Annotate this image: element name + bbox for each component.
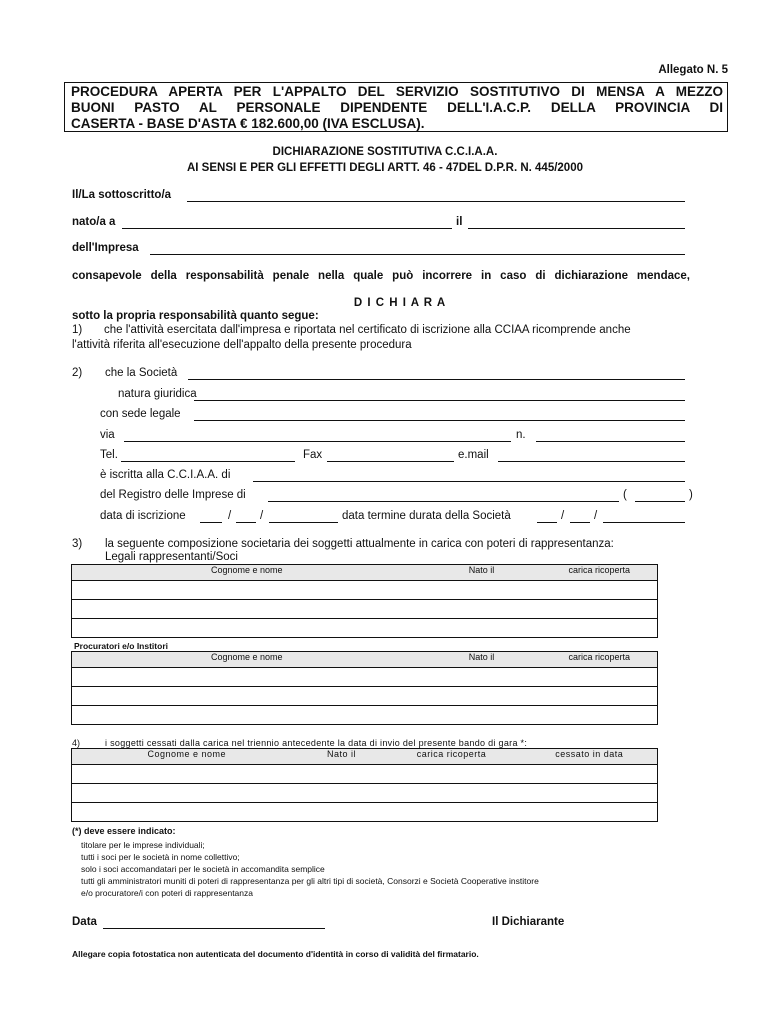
data-field[interactable] xyxy=(103,928,325,929)
tel-field[interactable] xyxy=(121,461,295,462)
title-box xyxy=(64,82,728,132)
email-field[interactable] xyxy=(498,461,685,462)
societa-label: che la Società xyxy=(105,367,178,379)
note-title: (*) deve essere indicato: xyxy=(72,826,176,836)
termine-month-field[interactable] xyxy=(570,522,590,523)
point3-line-1: la seguente composizione societaria dei soggetti attualmente in carica con poteri di rappresentanza: xyxy=(105,538,614,550)
header-cognome: Cognome e nome xyxy=(72,652,422,668)
table-header-row xyxy=(72,652,658,668)
termine-day-field[interactable] xyxy=(537,522,557,523)
note-item: tutti i soci per le società in nome collettivo; xyxy=(81,852,240,862)
note-item: titolare per le imprese individuali; xyxy=(81,840,205,850)
procuratori-label: Procuratori e/o Institori xyxy=(74,641,168,651)
point3-number: 3) xyxy=(72,538,83,550)
table-header-row xyxy=(72,749,658,765)
fax-label: Fax xyxy=(303,449,323,461)
title-line-3: CASERTA - BASE D'ASTA € 182.600,00 (IVA ESCLUSA). xyxy=(71,116,425,131)
heading-line-2: AI SENSI E PER GLI EFFETTI DEGLI ARTT. 46 - 47DEL D.P.R. N. 445/2000 xyxy=(186,162,583,174)
impresa-label: dell'Impresa xyxy=(72,242,139,254)
iscrizione-day-field[interactable] xyxy=(200,522,222,523)
header-cessato: cessato in data xyxy=(522,749,658,765)
header-carica: carica ricoperta xyxy=(542,652,658,668)
point4-number: 4) xyxy=(72,738,81,748)
table-row[interactable] xyxy=(72,668,658,687)
header-carica: carica ricoperta xyxy=(542,565,658,581)
note-item: e/o procuratore/i con poteri di rappresentanza xyxy=(81,888,253,898)
paren-close: ) xyxy=(689,489,693,501)
sede-label: con sede legale xyxy=(100,408,181,420)
numero-label: n. xyxy=(516,429,526,441)
nato-label: nato/a a xyxy=(72,216,116,228)
iscrizione-year-field[interactable] xyxy=(269,522,338,523)
header-cognome: Cognome e nome xyxy=(72,749,302,765)
sotto-text: sotto la propria responsabilità quanto segue: xyxy=(72,310,319,322)
table-row[interactable] xyxy=(72,619,658,638)
impresa-field[interactable] xyxy=(150,254,685,255)
societa-field[interactable] xyxy=(188,379,685,380)
data-label: Data xyxy=(72,916,97,928)
fax-field[interactable] xyxy=(327,461,454,462)
dichiarante-label: Il Dichiarante xyxy=(492,916,565,928)
nato-field[interactable] xyxy=(122,228,452,229)
data-iscrizione-label: data di iscrizione xyxy=(100,510,186,522)
header-nato: Nato il xyxy=(422,652,542,668)
table-row[interactable] xyxy=(72,581,658,600)
email-label: e.mail xyxy=(458,449,489,461)
natura-label: natura giuridica xyxy=(118,388,197,400)
table-row[interactable] xyxy=(72,765,658,784)
natura-field[interactable] xyxy=(194,400,685,401)
via-label: via xyxy=(100,429,115,441)
table-header-row xyxy=(72,565,658,581)
consapevole-text: consapevole della responsabilità penale nella quale può incorrere in caso di dichiarazione mendace, xyxy=(72,270,690,282)
point1-line-2: l'attività riferita all'esecuzione dell'appalto della presente procedura xyxy=(72,339,412,351)
point2-number: 2) xyxy=(72,367,83,379)
cessati-table xyxy=(71,748,658,822)
sede-field[interactable] xyxy=(194,420,685,421)
date-slash: / xyxy=(228,510,232,522)
cciaa-field[interactable] xyxy=(253,481,685,482)
sottoscritto-label: Il/La sottoscritto/a xyxy=(72,189,172,201)
il-field[interactable] xyxy=(468,228,685,229)
footer-note: Allegare copia fotostatica non autenticata del documento d'identità in corso di validità del firmatario. xyxy=(72,949,479,959)
table-row[interactable] xyxy=(72,803,658,822)
provincia-field[interactable] xyxy=(635,501,685,502)
procuratori-table xyxy=(71,651,658,725)
note-item: solo i soci accomandatari per le società in accomandita semplice xyxy=(81,864,325,874)
iscritta-label: è iscritta alla C.C.I.A.A. di xyxy=(100,469,231,481)
registro-label: del Registro delle Imprese di xyxy=(100,489,246,501)
title-line-1: PROCEDURA APERTA PER L'APPALTO DEL SERVIZIO SOSTITUTIVO DI MENSA A MEZZO xyxy=(71,84,723,99)
sottoscritto-field[interactable] xyxy=(187,201,685,202)
il-label: il xyxy=(456,216,463,228)
header-nato: Nato il xyxy=(422,565,542,581)
via-field[interactable] xyxy=(124,441,511,442)
allegato-label: Allegato N. 5 xyxy=(658,64,728,76)
heading-line-1: DICHIARAZIONE SOSTITUTIVA C.C.I.A.A. xyxy=(272,146,498,158)
table-row[interactable] xyxy=(72,784,658,803)
tel-label: Tel. xyxy=(100,449,118,461)
point3-line-2: Legali rappresentanti/Soci xyxy=(105,551,238,563)
table-row[interactable] xyxy=(72,687,658,706)
table-row[interactable] xyxy=(72,600,658,619)
header-cognome: Cognome e nome xyxy=(72,565,422,581)
termine-year-field[interactable] xyxy=(603,522,685,523)
data-termine-label: data termine durata della Società xyxy=(342,510,511,522)
title-line-2: BUONI PASTO AL PERSONALE DIPENDENTE DELL'I.A.C.P. DELLA PROVINCIA DI xyxy=(71,100,723,115)
date-slash: / xyxy=(561,510,565,522)
iscrizione-month-field[interactable] xyxy=(236,522,256,523)
legali-table xyxy=(71,564,658,638)
date-slash: / xyxy=(594,510,598,522)
point4-line: i soggetti cessati dalla carica nel triennio antecedente la data di invio del presente bando di gara *: xyxy=(105,738,528,748)
point1-number: 1) xyxy=(72,324,83,336)
date-slash: / xyxy=(260,510,264,522)
dichiara-heading: D I C H I A R A xyxy=(353,297,447,309)
note-item: tutti gli amministratori muniti di poteri di rappresentanza per gli altri tipi di società, Consorzi e Società Cooperative institore xyxy=(81,876,539,886)
registro-field[interactable] xyxy=(268,501,619,502)
paren-open: ( xyxy=(623,489,627,501)
header-nato: Nato il xyxy=(302,749,382,765)
table-row[interactable] xyxy=(72,706,658,725)
point1-line-1: che l'attività esercitata dall'impresa e riportata nel certificato di iscrizione alla CCIAA ricomprende anche xyxy=(104,324,631,336)
numero-field[interactable] xyxy=(536,441,685,442)
header-carica: carica ricoperta xyxy=(382,749,522,765)
